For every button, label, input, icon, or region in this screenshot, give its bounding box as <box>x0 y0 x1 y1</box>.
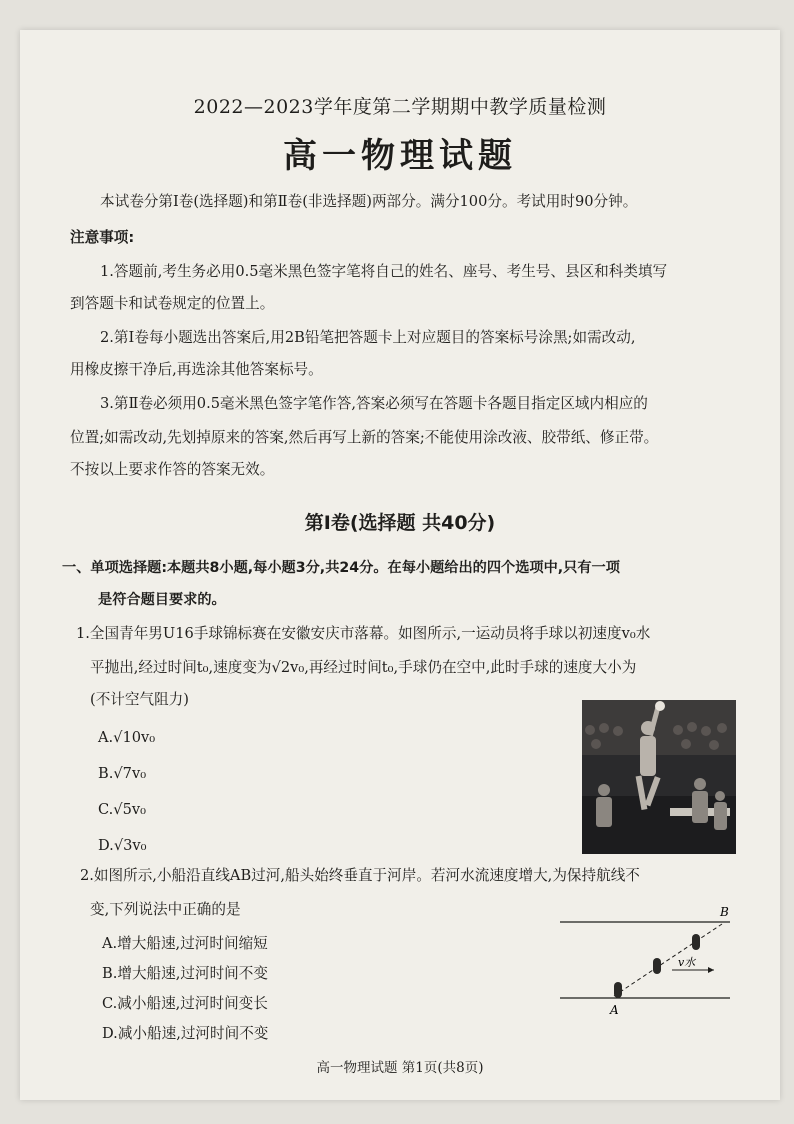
notice-3-line-2: 位置;如需改动,先划掉原来的答案,然后再写上新的答案;不能使用涂改液、胶带纸、修正带。 <box>70 429 659 446</box>
question-2-option-d: D.减小船速,过河时间不变 <box>102 1025 269 1042</box>
notice-3-line-1: 3.第Ⅱ卷必须用0.5毫米黑色签字笔作答,答案必须写在答题卡各题目指定区域内相应的 <box>100 395 648 412</box>
notice-1-line-2: 到答题卡和试卷规定的位置上。 <box>70 295 275 312</box>
path-ab-line <box>614 924 722 996</box>
question-1-option-d: D.√3v₀ <box>98 837 147 854</box>
question-1-option-b: B.√7v₀ <box>98 765 147 782</box>
question-2-line-1: 2.如图所示,小船沿直线AB过河,船头始终垂直于河岸。若河水流速度增大,为保持航线不 <box>80 867 640 884</box>
question-1-line-1: 1.全国青年男U16手球锦标赛在安徽安庆市落幕。如图所示,一运动员将手球以初速度v₀水 <box>76 625 651 642</box>
section-title: 第Ⅰ卷(选择题 共40分) <box>304 512 496 534</box>
notice-2-line-2: 用橡皮擦干净后,再选涂其他答案标号。 <box>70 361 323 378</box>
question-1-line-2: 平抛出,经过时间t₀,速度变为√2v₀,再经过时间t₀,手球仍在空中,此时手球的速度大小为 <box>90 659 637 676</box>
question-1-line-3: (不计空气阻力) <box>90 691 189 708</box>
notice-1-line-1: 1.答题前,考生务必用0.5毫米黑色签字笔将自己的姓名、座号、考生号、县区和科类填写 <box>100 263 668 280</box>
question-1-option-a: A.√10v₀ <box>98 729 156 746</box>
water-velocity-label: v水 <box>678 956 696 969</box>
exam-intro: 本试卷分第Ⅰ卷(选择题)和第Ⅱ卷(非选择题)两部分。满分100分。考试用时90分钟。 <box>100 193 638 210</box>
notice-3-line-3: 不按以上要求作答的答案无效。 <box>70 461 275 478</box>
point-a-label: A <box>610 1003 619 1017</box>
page-title: 高一物理试题 <box>283 136 517 176</box>
river-crossing-diagram <box>554 902 734 1020</box>
part-heading-line-1: 一、单项选择题:本题共8小题,每小题3分,共24分。在每小题给出的四个选项中,只有一项 <box>62 560 620 576</box>
question-2-option-b: B.增大船速,过河时间不变 <box>102 965 268 982</box>
part-heading-line-2: 是符合题目要求的。 <box>98 592 226 608</box>
question-2-option-a: A.增大船速,过河时间缩短 <box>102 935 268 952</box>
question-1-option-c: C.√5v₀ <box>98 801 146 818</box>
page-footer: 高一物理试题 第1页(共8页) <box>316 1060 484 1076</box>
exam-page <box>20 30 780 1100</box>
exam-header: 2022—2023学年度第二学期期中教学质量检测 <box>193 96 607 118</box>
notice-heading: 注意事项: <box>70 229 135 246</box>
question-2-option-c: C.减小船速,过河时间变长 <box>102 995 268 1012</box>
question-2-line-2: 变,下列说法中正确的是 <box>90 901 241 918</box>
notice-2-line-1: 2.第Ⅰ卷每小题选出答案后,用2B铅笔把答题卡上对应题目的答案标号涂黑;如需改动, <box>100 329 636 346</box>
handball-photo <box>582 700 736 854</box>
point-b-label: B <box>720 905 729 919</box>
